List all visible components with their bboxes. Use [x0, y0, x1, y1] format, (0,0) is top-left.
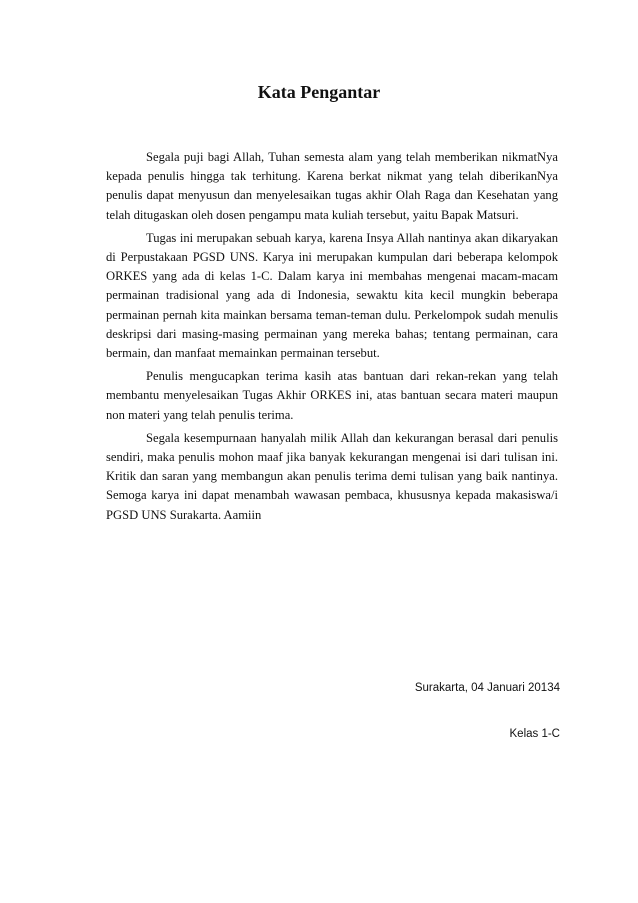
class-label: Kelas 1-C — [509, 728, 560, 740]
document-body — [106, 148, 558, 529]
paragraph-3: Penulis mengucapkan terima kasih atas bantuan dari rekan-rekan yang telah membantu menyelesaikan Tugas Akhir ORKES ini, atas bantuan secara materi maupun non materi yang telah penulis terima. — [106, 369, 558, 422]
place-date: Surakarta, 04 Januari 20134 — [414, 682, 560, 694]
paragraph-4: Segala kesempurnaan hanyalah milik Allah dan kekurangan berasal dari penulis sendiri, maka penulis mohon maaf jika banyak kekurangan mengenai isi dari tulisan ini. Kritik dan saran yang membangun akan penulis terima demi tulisan yang baik nantinya. Semoga karya ini dapat menambah wawasan pembaca, khususnya kepada makasiswa/i PGSD UNS Surakarta. Aamiin — [106, 430, 558, 522]
page-title: Kata Pengantar — [257, 82, 381, 102]
paragraph-2: Tugas ini merupakan sebuah karya, karena Insya Allah nantinya akan dikaryakan di Perpustakaan PGSD UNS. Karya ini merupakan kumpulan dari beberapa kelompok ORKES yang ada di kelas 1-C. Dalam karya ini membahas mengenai macam-macam permainan tradisional yang ada di Indonesia, sewaktu kita kecil mungkin beberapa permainan pernah kita mainkan bersama teman-teman dulu. Perkelompok sudah menulis deskripsi dari masing-masing permainan yang mereka bahas; tentang permainan, cara bermain, dan manfaat memainkan permainan tersebut. — [106, 230, 558, 361]
paragraph-1: Segala puji bagi Allah, Tuhan semesta alam yang telah memberikan nikmatNya kepada penulis hingga tak terhitung. Karena berkat nikmat yang telah diberikanNya penulis dapat menyusun dan menyelesaikan tugas akhir Olah Raga dan Kesehatan yang telah ditugaskan oleh dosen pengampu mata kuliah tersebut, yaitu Bapak Matsuri. — [106, 150, 558, 222]
